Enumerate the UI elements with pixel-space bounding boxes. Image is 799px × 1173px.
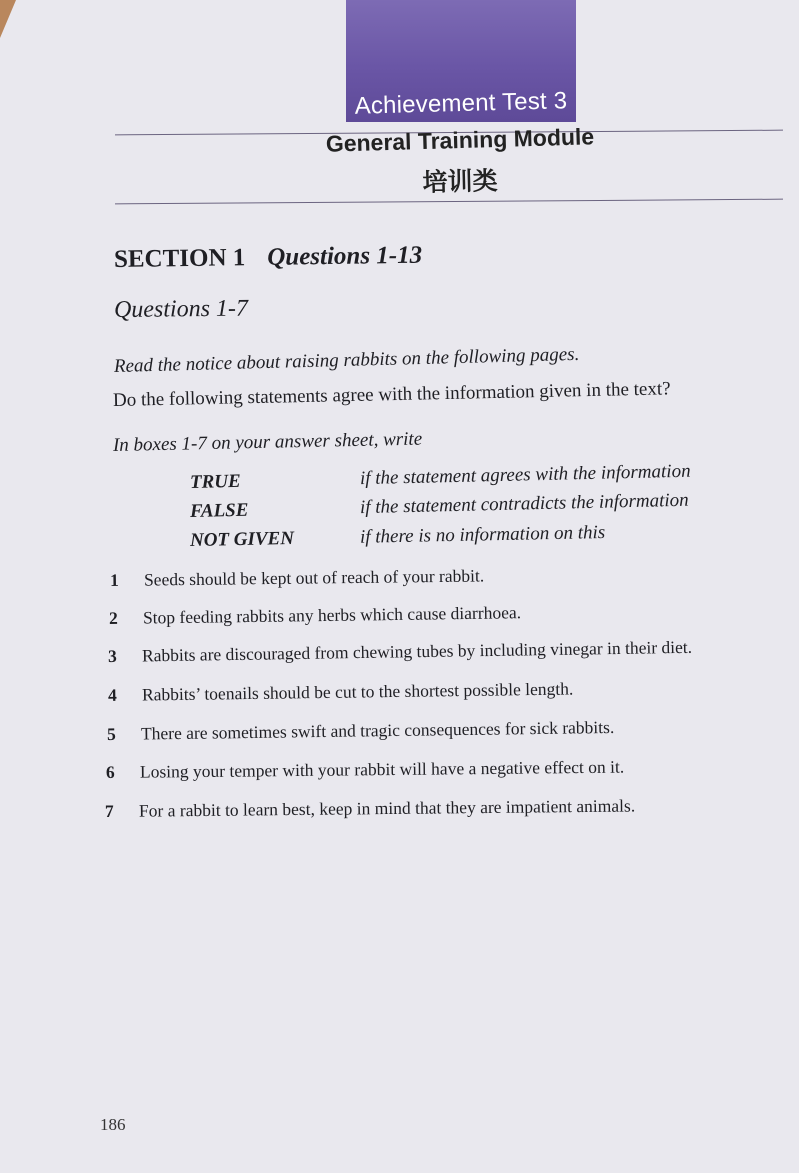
- question-item: [108, 679, 574, 706]
- question-text: Rabbits’ toenails should be cut to the shortest possible length.: [141, 678, 574, 705]
- question-item: [108, 637, 692, 667]
- answer-key-definition: if there is no information on this: [359, 522, 606, 548]
- section-questions: Questions 1-13: [267, 241, 423, 271]
- subsection-heading: Questions 1-7: [113, 295, 249, 323]
- instruction-write: In boxes 1-7 on your answer sheet, write: [112, 428, 423, 456]
- section-heading: [114, 242, 423, 274]
- module-title: General Training Module: [325, 123, 595, 157]
- question-number: 2: [108, 607, 118, 628]
- page-number: 186: [100, 1115, 126, 1134]
- question-number: 4: [107, 684, 117, 705]
- answer-key-definition: if the statement agrees with the information: [359, 460, 691, 490]
- answer-key-false: [190, 488, 750, 523]
- section-label: SECTION 1: [113, 244, 246, 273]
- question-text: Seeds should be kept out of reach of your rabbit.: [143, 565, 485, 590]
- question-item: [110, 565, 484, 591]
- question-text: For a rabbit to learn best, keep in mind that they are impatient animals.: [138, 795, 636, 821]
- question-item: [107, 717, 615, 745]
- instruction-question: Do the following statements agree with the information given in the text?: [112, 378, 671, 411]
- question-number: 5: [106, 723, 116, 744]
- question-number: 3: [107, 645, 117, 666]
- answer-key-not-given: [190, 519, 750, 552]
- answer-key-definition: if the statement contradicts the information: [359, 489, 689, 519]
- instruction-read: Read the notice about raising rabbits on the following pages.: [113, 343, 580, 377]
- answer-key-term: NOT GIVEN: [189, 528, 295, 551]
- banner-title: Achievement Test 3: [354, 87, 568, 120]
- question-number: 1: [109, 569, 119, 590]
- bottom-rule: [115, 199, 783, 205]
- question-item: [105, 795, 635, 822]
- page-corner: [0, 0, 16, 38]
- question-text: Stop feeding rabbits any herbs which cause diarrhoea.: [142, 602, 522, 628]
- question-text: Losing your temper with your rabbit will have a negative effect on it.: [139, 756, 625, 782]
- question-number: 7: [104, 800, 114, 821]
- header-banner: [346, 0, 576, 122]
- question-text: There are sometimes swift and tragic consequences for sick rabbits.: [140, 716, 615, 744]
- answer-key-true: [190, 459, 750, 494]
- question-item: [106, 757, 624, 783]
- answer-key-term: FALSE: [189, 499, 249, 522]
- answer-key-term: TRUE: [189, 470, 241, 493]
- module-subtitle: 培训类: [422, 166, 498, 197]
- question-item: [109, 602, 521, 629]
- question-number: 6: [105, 761, 115, 782]
- question-text: Rabbits are discouraged from chewing tubes by including vinegar in their diet.: [141, 636, 693, 666]
